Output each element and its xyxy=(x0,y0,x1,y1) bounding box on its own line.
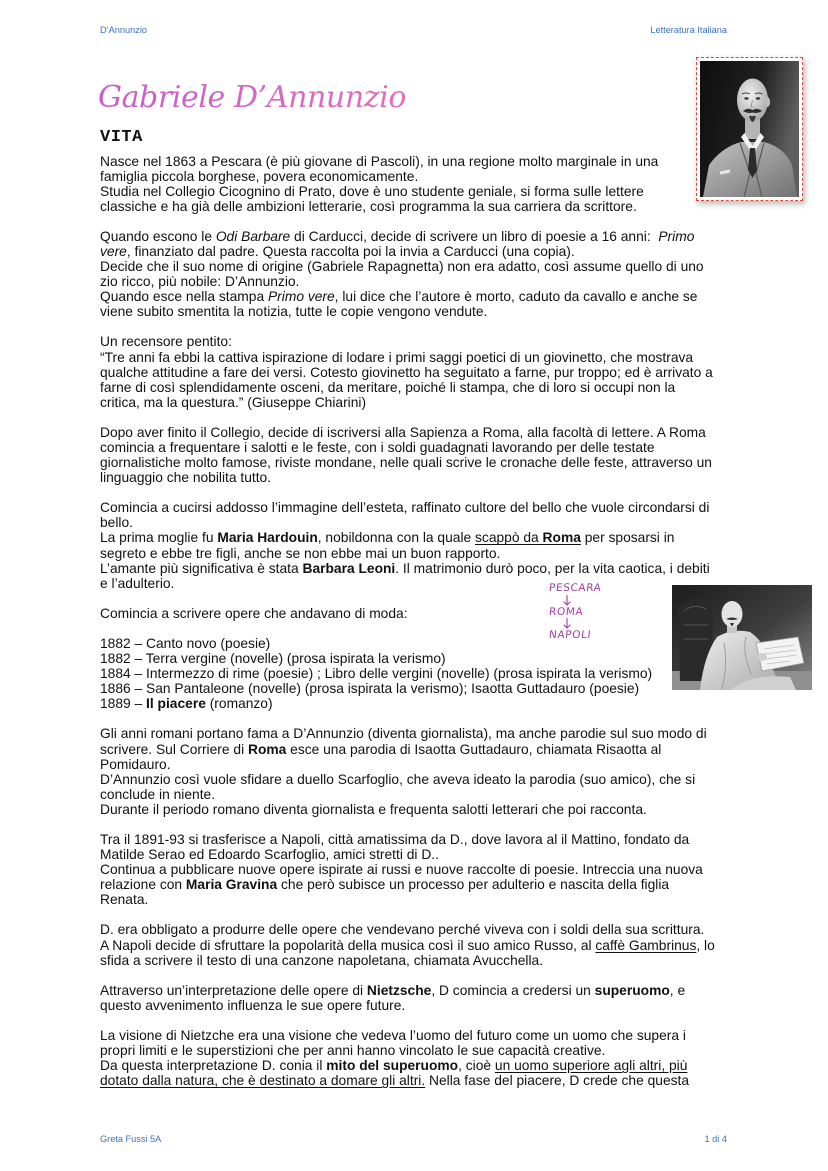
text-line: Renata. xyxy=(100,892,149,908)
paragraph-gambrinus xyxy=(100,922,740,967)
bold-text: Maria Gravina xyxy=(185,877,278,893)
text-line xyxy=(100,1058,740,1073)
paragraph-rome-years xyxy=(100,425,740,485)
paragraph-aesthete-marriage xyxy=(100,500,740,590)
text-line: Pomidauro. xyxy=(100,756,171,772)
underline-text: scappò da xyxy=(475,530,543,546)
down-arrow-icon xyxy=(563,618,571,629)
text-line: D. era obbligato a produrre delle opere che vendevano perché viveva con i soldi della sua scrittura. xyxy=(100,922,705,938)
paragraph-birth-education xyxy=(100,154,740,214)
seated-reading-photo xyxy=(672,585,812,690)
text-line: Tra il 1891-93 si trasferisce a Napoli, città amatissima da D., dove lavora al il Mattino, fondato da xyxy=(100,832,690,848)
handwritten-city-roma: ROMA xyxy=(548,606,584,618)
text-line: farne di così splendidamente osceni, da meritare, poiché li stampa, che di loro si occupi non la xyxy=(100,379,676,395)
bold-text: mito del superuomo xyxy=(326,1058,459,1074)
text-line xyxy=(100,742,740,757)
works-list-item: 1882 – Canto novo (poesie) xyxy=(100,636,271,651)
text-segment: relazione con xyxy=(100,877,186,893)
text-line: viene subito smentita la notizia, tutte le copie vengono vendute. xyxy=(100,304,488,320)
text-line xyxy=(100,877,740,892)
bold-text: Maria Hardouin xyxy=(217,530,318,546)
underline-text: caffè Gambrinus xyxy=(595,937,697,953)
text-line xyxy=(100,983,740,998)
underline-text: dotato dalla natura, che è destinato a domare gli altri. xyxy=(100,1073,426,1089)
text-line xyxy=(100,530,740,545)
text-segment: che però subisce un processo per adulterio e nascita della figlia xyxy=(277,877,670,893)
text-line: qualche attitudine a fare dei versi. Cotesto giovinetto ha seguitato a farne, pur troppo; ed è arrivato a xyxy=(100,364,713,380)
text-line: “Tre anni fa ebbi la cattiva ispirazione di lodare i primi saggi poetici di un giovinetto, che mostrava xyxy=(100,349,694,365)
biography-body xyxy=(100,154,740,1104)
works-list-item xyxy=(100,696,740,711)
text-line: Continua a pubblicare nuove opere ispirate ai russi e nuove raccolte di poesie. Intreccia una nuova xyxy=(100,862,703,878)
text-line: D’Annunzio così vuole sfidare a duello Scarfoglio, che aveva ideato la parodia (suo amico), che si xyxy=(100,771,696,787)
text-segment: , cioè xyxy=(458,1058,495,1074)
works-list xyxy=(100,636,740,711)
text-line: classiche e ha già delle ambizioni letterarie, così programma la sua carriera da scrittore. xyxy=(100,198,637,214)
running-header-topic: D’Annunzio xyxy=(100,25,147,35)
text-segment: , D comincia a credersi un xyxy=(431,982,595,998)
italic-text: Primo xyxy=(658,228,695,244)
text-segment: di Carducci, decide di scrivere un libro di poesie a 16 anni: xyxy=(290,228,659,244)
text-line xyxy=(100,289,740,304)
text-line: sfida a scrivere il testo di una canzone napoletana, chiamata Avucchella. xyxy=(100,952,544,968)
text-segment: scrivere. Sul Corriere di xyxy=(100,741,248,757)
text-line: Comincia a scrivere opere che andavano di moda: xyxy=(100,605,408,621)
paragraph-reviewer-quote xyxy=(100,334,740,409)
text-line: e l’adulterio. xyxy=(100,575,175,591)
text-segment: Da questa interpretazione D. conia il xyxy=(100,1058,327,1074)
text-segment: 1889 – xyxy=(100,696,147,712)
text-line xyxy=(100,244,740,259)
paragraph-works-intro xyxy=(100,606,740,621)
paragraph-naples xyxy=(100,832,740,907)
text-line: Decide che il suo nome di origine (Gabriele Rapagnetta) non era adatto, così assume quello di uno xyxy=(100,259,704,275)
bold-text: Il piacere xyxy=(146,696,206,712)
text-line: Dopo aver finito il Collegio, decide di iscriversi alla Sapienza a Roma, alla facoltà di lettere. A Roma xyxy=(100,424,706,440)
text-line: zio ricco, più nobile: D’Annunzio. xyxy=(100,274,300,290)
text-line: segreto e ebbe tre figli, anche se non ebbe mai un buon rapporto. xyxy=(100,545,501,561)
text-segment: Quando escono le xyxy=(100,228,216,244)
bold-text: Barbara Leoni xyxy=(302,560,396,576)
works-list-item: 1886 – San Pantaleone (novelle) (prosa ispirata la verismo); Isaotta Guttadauro (poesie) xyxy=(100,681,640,697)
text-line: La visione di Nietzche era una visione che vedeva l’uomo del futuro come un uomo che supera i xyxy=(100,1028,686,1044)
text-line: linguaggio che nobilita tutto. xyxy=(100,470,272,486)
text-line: Durante il periodo romano diventa giornalista e frequenta salotti letterari che poi racconta. xyxy=(100,801,647,817)
bold-text: superuomo xyxy=(594,982,670,998)
running-footer-author: Greta Fussi 5A xyxy=(100,1134,162,1144)
text-segment: Attraverso un’interpretazione delle opere di xyxy=(100,982,367,998)
text-segment: L’amante più significativa è stata xyxy=(100,560,303,576)
text-segment: esce una parodia di Isaotta Guttadauro, chiamata Risaotta al xyxy=(286,741,662,757)
handwritten-city-pescara: PESCARA xyxy=(548,582,603,594)
text-line: Gli anni romani portano fama a D’Annunzio (diventa giornalista), ma anche parodie sul suo modo di xyxy=(100,726,707,742)
text-line: comincia a frequentare i salotti e le feste, con i soldi guadagnati lavorando per delle testate xyxy=(100,439,655,455)
text-segment: Nella fase del piacere, D crede che questa xyxy=(425,1073,690,1089)
text-line: propri limiti e le superstizioni che per anni hanno vincolato le sue capacità creative. xyxy=(100,1043,606,1059)
text-line xyxy=(100,1073,740,1088)
paragraph-parodies xyxy=(100,726,740,816)
text-segment: (romanzo) xyxy=(205,696,273,712)
works-list-item: 1882 – Terra vergine (novelle) (prosa ispirata la verismo) xyxy=(100,651,446,667)
text-segment: , lui dice che l’autore è morto, caduto da cavallo e anche se xyxy=(334,289,698,305)
bold-text: Nietzsche xyxy=(366,982,432,998)
text-line: Studia nel Collegio Cicognino di Prato, dove è uno studente geniale, si forma sulle lettere xyxy=(100,183,644,199)
running-header-subject: Letteratura Italiana xyxy=(650,25,727,35)
text-segment: , finanziato dal padre. Questa raccolta poi la invia a Carducci (una copia). xyxy=(126,243,575,259)
underline-text: un uomo superiore agli altri, più xyxy=(494,1058,688,1074)
section-heading: VITA xyxy=(100,128,143,147)
text-segment: , e xyxy=(669,982,686,998)
works-list-item: 1884 – Intermezzo di rime (poesie) ; Libro delle vergini (novelle) (prosa ispirata la verismo) xyxy=(100,666,653,682)
text-line: Matilde Serao ed Edoardo Scarfoglio, amici stretti di D.. xyxy=(100,847,439,863)
text-line xyxy=(100,229,740,244)
text-line xyxy=(100,561,740,576)
text-line xyxy=(100,938,740,953)
text-segment: , lo xyxy=(696,937,715,953)
text-segment: A Napoli decide di sfruttare la popolarità della musica così il suo amico Russo, al xyxy=(100,937,596,953)
paragraph-nietzsche xyxy=(100,983,740,1013)
text-line: Un recensore pentito: xyxy=(100,334,232,350)
text-line: critica, ma la questura.” (Giuseppe Chiarini) xyxy=(100,394,367,410)
page-number: 1 di 4 xyxy=(704,1134,727,1144)
bold-text: Roma xyxy=(247,741,287,757)
text-line: bello. xyxy=(100,515,133,531)
italic-text: Odi Barbare xyxy=(215,228,291,244)
down-arrow-icon xyxy=(563,595,571,606)
page-title: Gabriele D’Annunzio xyxy=(98,78,406,118)
text-line: questo avvenimento influenza le sue opere future. xyxy=(100,997,406,1013)
paragraph-superman xyxy=(100,1028,740,1088)
italic-text: vere xyxy=(100,243,127,259)
italic-text: Primo vere xyxy=(267,289,335,305)
text-line: Comincia a cucirsi addosso l’immagine dell’esteta, raffinato cultore del bello che vuole circondarsi di xyxy=(100,500,710,516)
text-line: famiglia piccola borghese, povera economicamente. xyxy=(100,168,419,184)
text-line: conclude in niente. xyxy=(100,786,216,802)
text-line: Nasce nel 1863 a Pescara (è più giovane di Pascoli), in una regione molto marginale in una xyxy=(100,153,659,169)
text-segment: La prima moglie fu xyxy=(100,530,218,546)
paragraph-primo-vere xyxy=(100,229,740,319)
text-segment: Quando esce nella stampa xyxy=(100,289,268,305)
reading-photo[interactable] xyxy=(672,585,812,690)
text-segment: . Il matrimonio durò poco, per la vita caotica, i debiti xyxy=(395,560,710,576)
bold-underline-text: Roma xyxy=(542,530,581,546)
text-segment: , nobildonna con la quale xyxy=(317,530,476,546)
handwritten-city-napoli: NAPOLI xyxy=(548,629,592,641)
text-line: giornalistiche molto famose, riviste mondane, nelle quali scrive le cronache delle feste, attraverso un xyxy=(100,455,712,471)
text-segment: per sposarsi in xyxy=(580,530,675,546)
